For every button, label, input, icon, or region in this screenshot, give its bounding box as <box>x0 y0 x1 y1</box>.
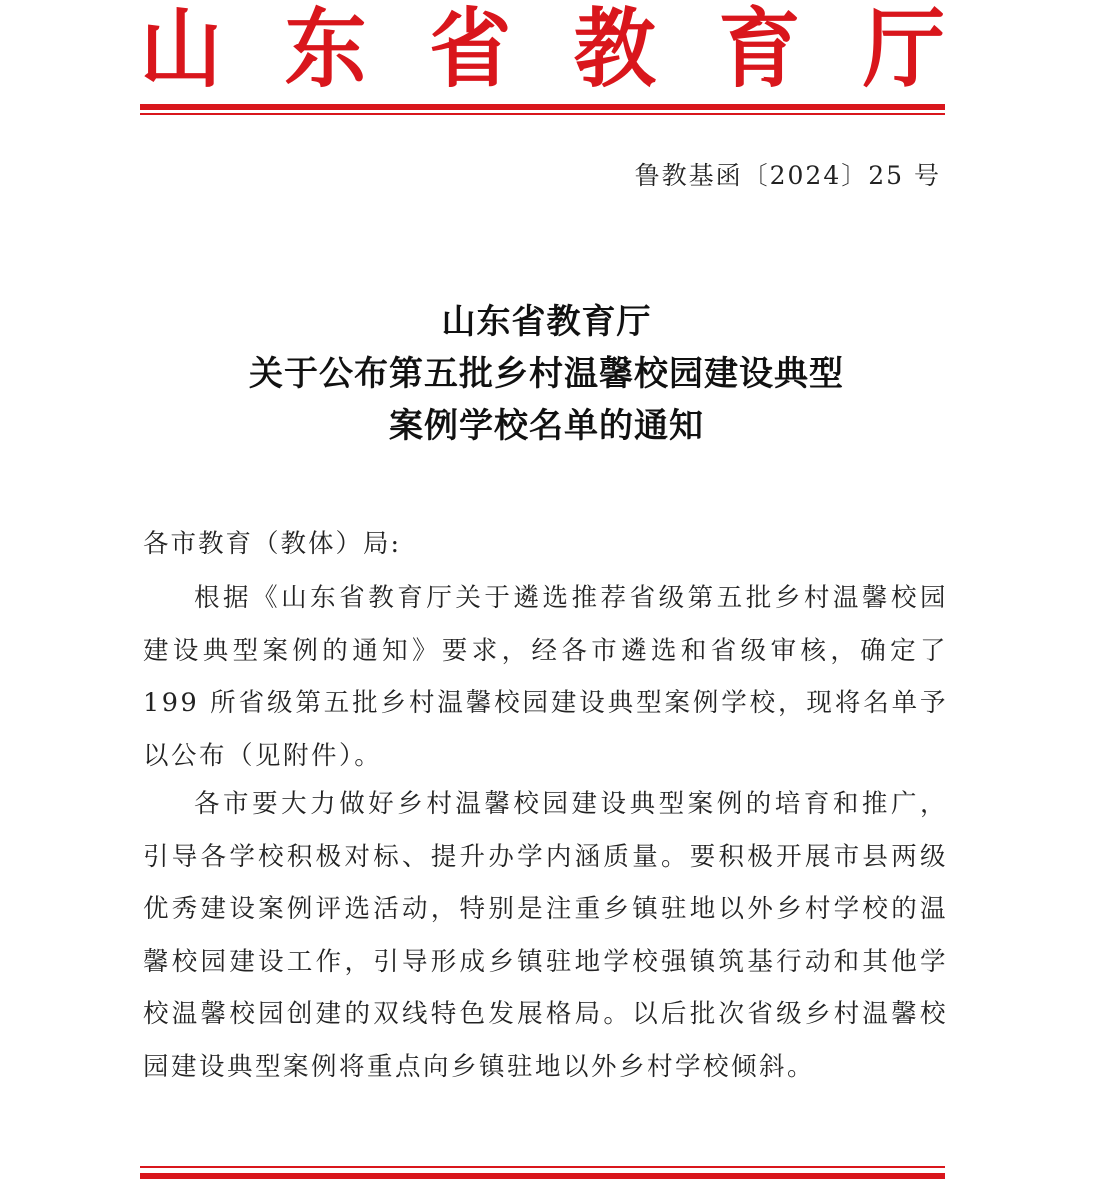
title-line-3: 案例学校名单的通知 <box>389 406 704 446</box>
paragraph-2: 各市要大力做好乡村温馨校园建设典型案例的培育和推广，引导各学校积极对标、提升办学内涵质量。要积极开展市县两级优秀建设案例评选活动，特别是注重乡镇驻地以外乡村学校的温馨校园建设工作，引导形成乡镇驻地学校强镇筑基行动和其他学校温馨校园创建的双线特色发展格局。以后批次省级乡村温馨校园建设典型案例将重点向乡镇驻地以外乡村学校倾斜。 <box>143 789 948 1082</box>
masthead-char-1: 山 <box>140 0 223 100</box>
title-line-1: 山东省教育厅 <box>441 302 652 342</box>
masthead-char-2: 东 <box>284 0 367 100</box>
masthead-char-6: 厅 <box>862 0 945 100</box>
paragraph-1: 根据《山东省教育厅关于遴选推荐省级第五批乡村温馨校园建设典型案例的通知》要求，经各市遴选和省级审核，确定了199 所省级第五批乡村温馨校园建设典型案例学校，现将名单予以公布（见附件）。 <box>143 583 948 771</box>
document-number: 鲁教基函〔2024〕25 号 <box>634 161 941 190</box>
title-line-2: 关于公布第五批乡村温馨校园建设典型 <box>249 354 844 394</box>
masthead-rule-thick <box>140 104 945 110</box>
masthead-rule-thin <box>140 113 945 115</box>
salutation: 各市教育（教体）局: <box>143 529 402 559</box>
masthead <box>140 0 945 100</box>
masthead-char-3: 省 <box>429 0 512 100</box>
footer-rule-thick <box>140 1173 945 1179</box>
masthead-char-4: 教 <box>573 0 656 100</box>
masthead-char-5: 育 <box>718 0 801 100</box>
footer-rule-thin <box>140 1166 945 1168</box>
